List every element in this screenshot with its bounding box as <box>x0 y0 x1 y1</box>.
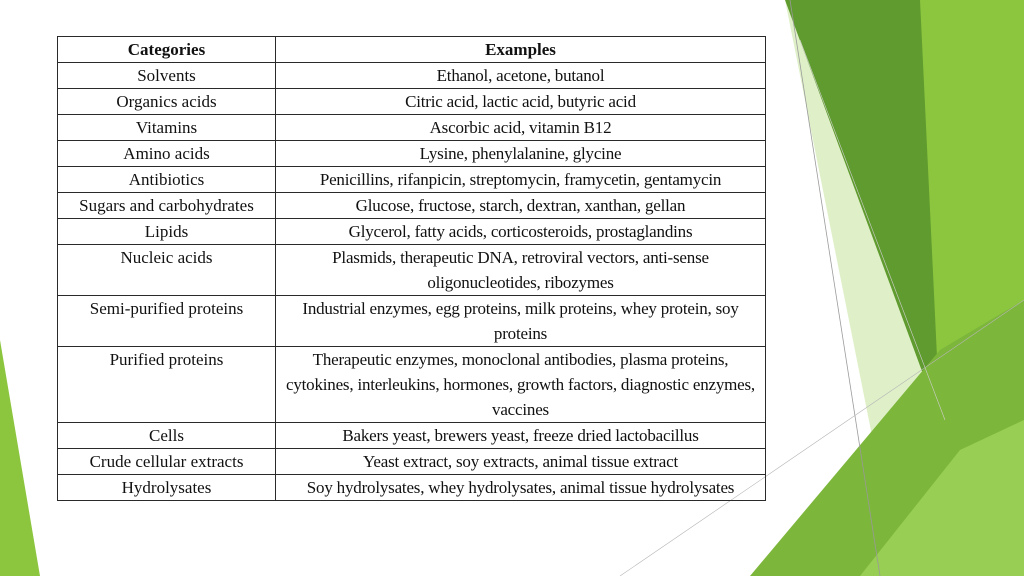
examples-cell: Lysine, phenylalanine, glycine <box>276 141 766 167</box>
table-row <box>58 475 766 501</box>
categories-examples-table <box>57 36 766 501</box>
table-row <box>58 219 766 245</box>
examples-cell: Plasmids, therapeutic DNA, retroviral vectors, anti-sense oligonucleotides, ribozymes <box>276 245 766 296</box>
table-container <box>57 36 765 501</box>
column-header-examples: Examples <box>276 37 766 63</box>
category-cell: Semi-purified proteins <box>58 296 276 347</box>
table-row <box>58 141 766 167</box>
table-header-row <box>58 37 766 63</box>
examples-cell: Penicillins, rifanpicin, streptomycin, framycetin, gentamycin <box>276 167 766 193</box>
category-cell: Vitamins <box>58 115 276 141</box>
category-cell: Lipids <box>58 219 276 245</box>
table-row <box>58 63 766 89</box>
category-cell: Crude cellular extracts <box>58 449 276 475</box>
category-cell: Nucleic acids <box>58 245 276 296</box>
category-cell: Sugars and carbohydrates <box>58 193 276 219</box>
category-cell: Organics acids <box>58 89 276 115</box>
category-cell: Purified proteins <box>58 347 276 423</box>
examples-cell: Yeast extract, soy extracts, animal tissue extract <box>276 449 766 475</box>
left-green-shape <box>0 340 40 576</box>
examples-cell: Citric acid, lactic acid, butyric acid <box>276 89 766 115</box>
examples-cell: Glycerol, fatty acids, corticosteroids, prostaglandins <box>276 219 766 245</box>
table-row <box>58 347 766 423</box>
table-row <box>58 449 766 475</box>
category-cell: Antibiotics <box>58 167 276 193</box>
examples-cell: Ascorbic acid, vitamin B12 <box>276 115 766 141</box>
category-cell: Cells <box>58 423 276 449</box>
table-row <box>58 193 766 219</box>
table-row <box>58 296 766 347</box>
table-row <box>58 423 766 449</box>
examples-cell: Bakers yeast, brewers yeast, freeze dried lactobacillus <box>276 423 766 449</box>
table-row <box>58 167 766 193</box>
examples-cell: Glucose, fructose, starch, dextran, xanthan, gellan <box>276 193 766 219</box>
examples-cell: Soy hydrolysates, whey hydrolysates, animal tissue hydrolysates <box>276 475 766 501</box>
table-row <box>58 115 766 141</box>
table-row <box>58 89 766 115</box>
examples-cell: Therapeutic enzymes, monoclonal antibodies, plasma proteins, cytokines, interleukins, hormones, growth factors, diagnostic enzymes, vaccines <box>276 347 766 423</box>
category-cell: Amino acids <box>58 141 276 167</box>
category-cell: Solvents <box>58 63 276 89</box>
column-header-categories: Categories <box>58 37 276 63</box>
examples-cell: Industrial enzymes, egg proteins, milk proteins, whey protein, soy proteins <box>276 296 766 347</box>
table-row <box>58 245 766 296</box>
category-cell: Hydrolysates <box>58 475 276 501</box>
examples-cell: Ethanol, acetone, butanol <box>276 63 766 89</box>
